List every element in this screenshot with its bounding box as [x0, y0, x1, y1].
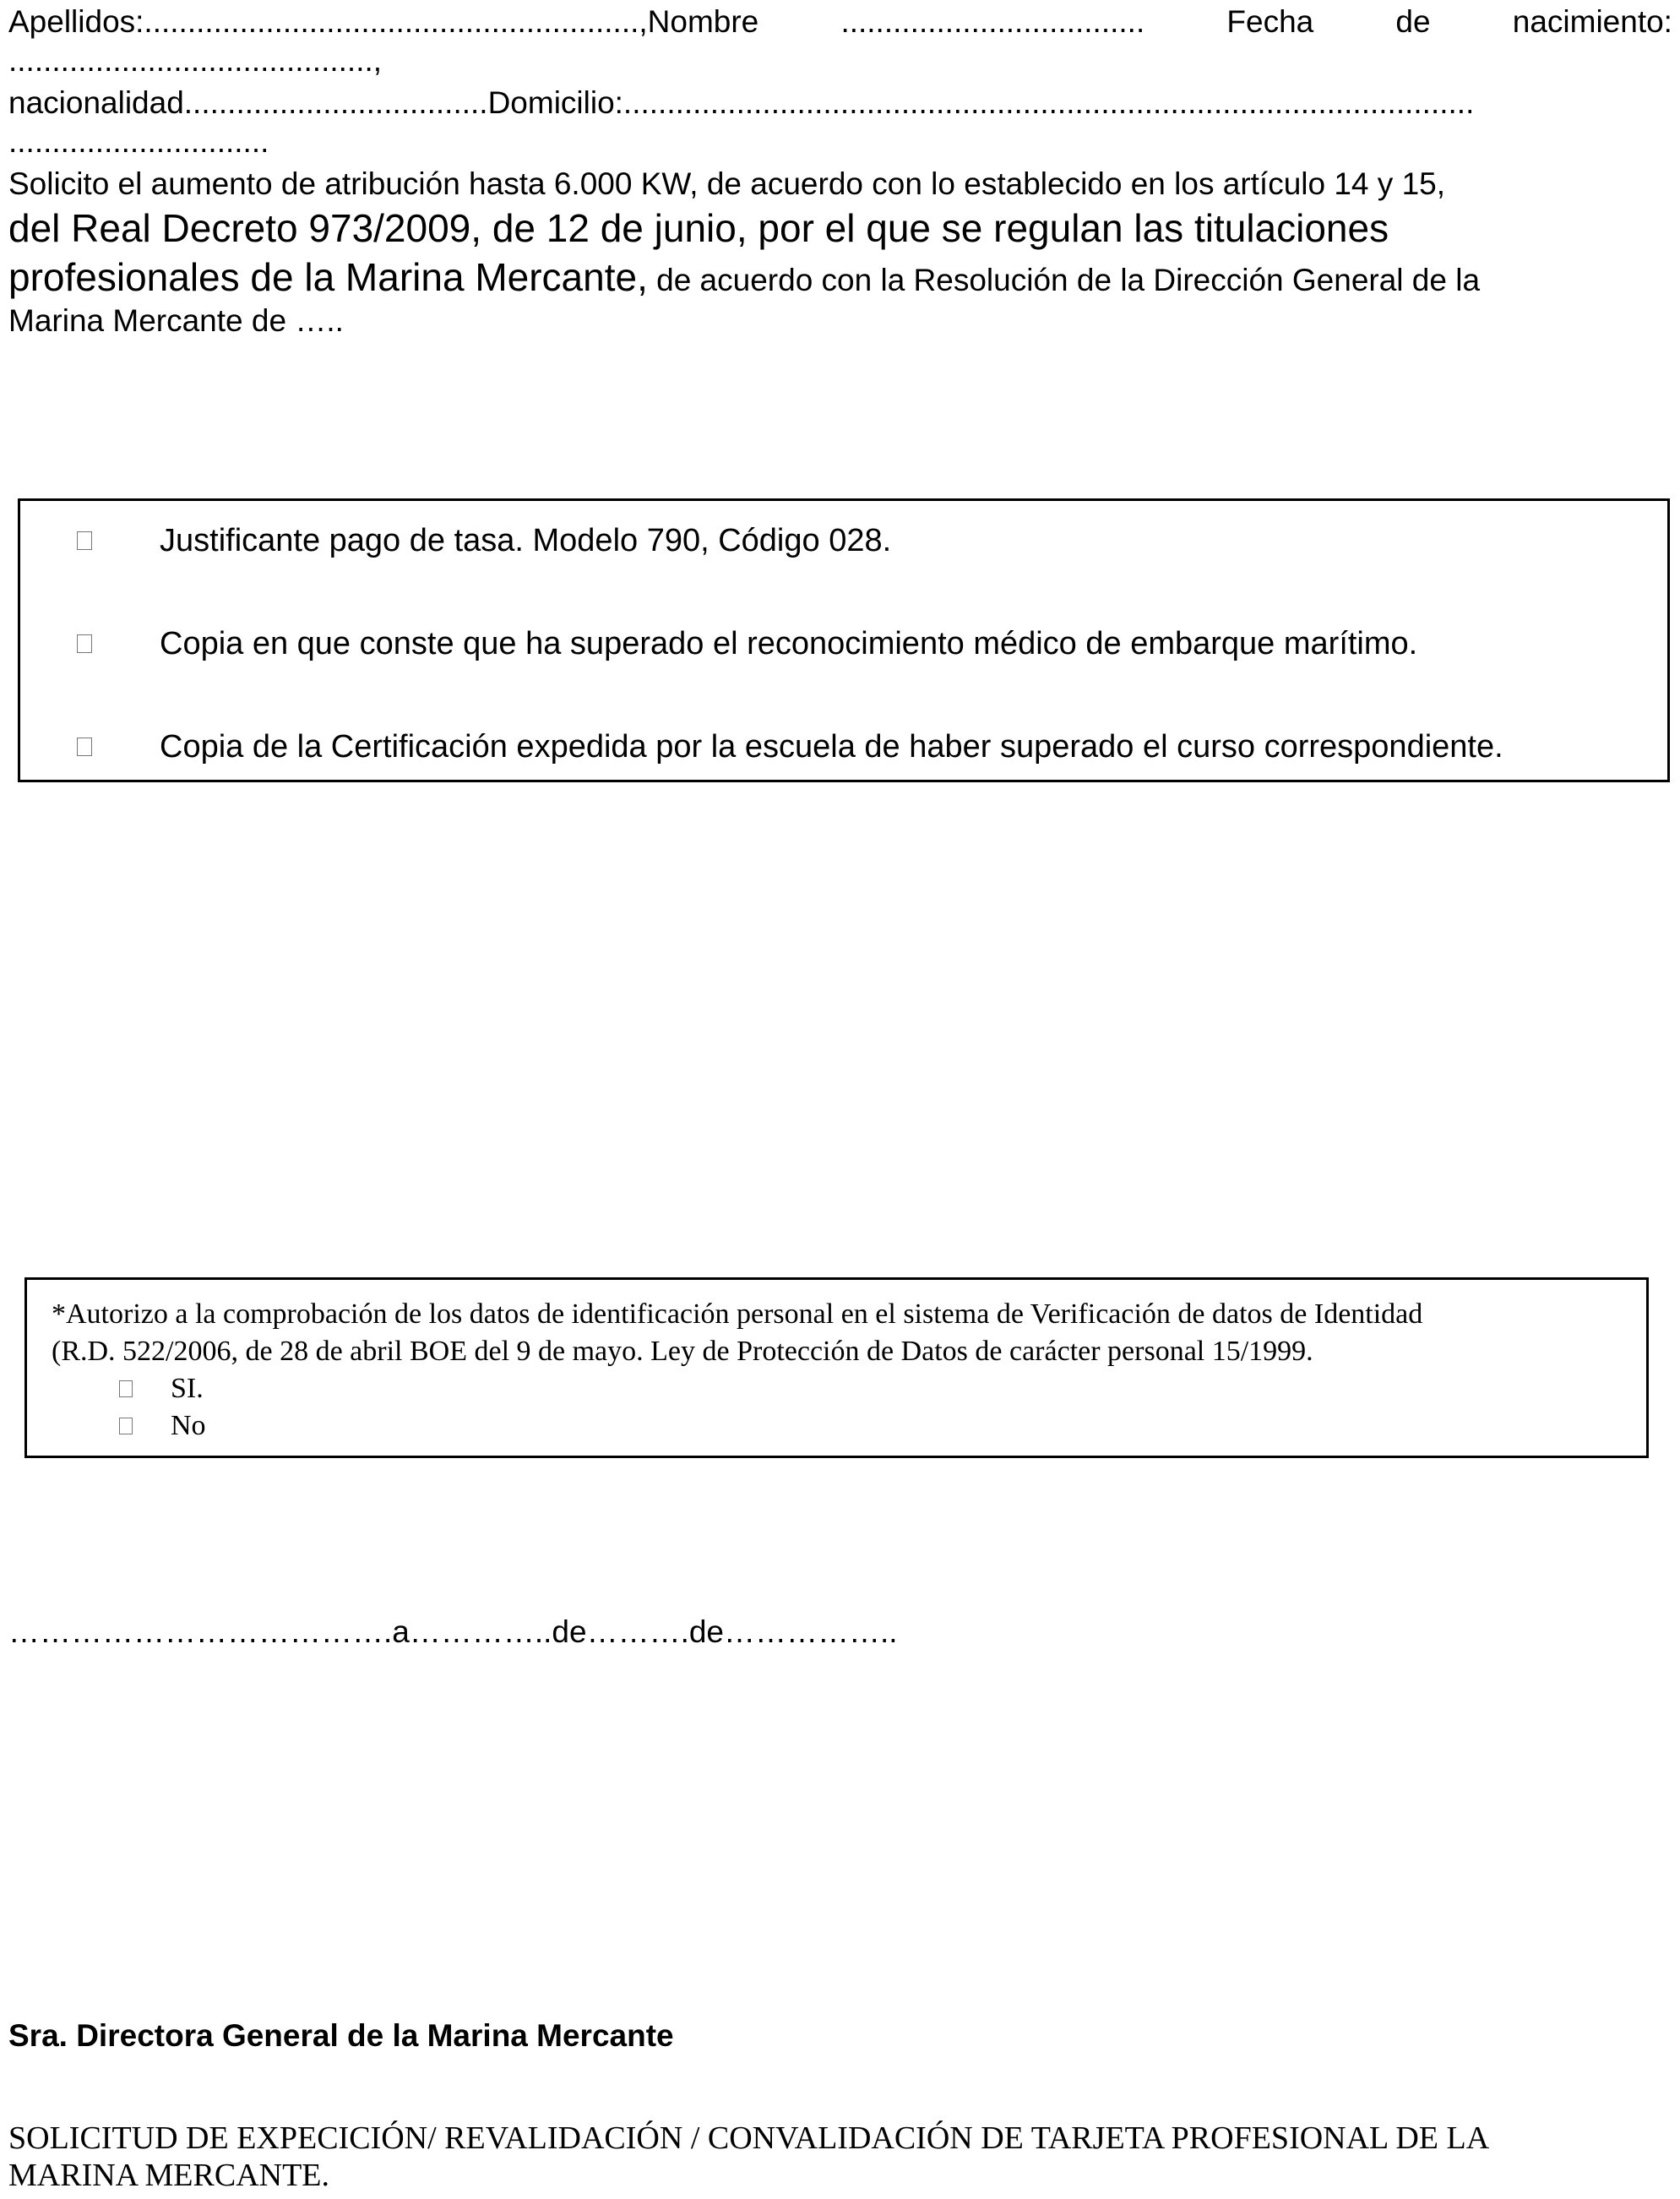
- authorization-line-1: *Autorizo a la comprobación de los datos de identificación personal en el sistema de Verificación de datos de Identidad: [52, 1298, 1423, 1330]
- birth-date-label-de: de: [1395, 4, 1431, 39]
- request-line-1: Solicito el aumento de atribución hasta 6.000 KW, de acuerdo con lo establecido en los artículo 14 y 15,: [8, 166, 1446, 201]
- request-line-4: Marina Mercante de …..: [8, 303, 344, 338]
- birth-date-label-nacimiento: nacimiento:: [1512, 4, 1672, 39]
- request-line-2-text: del Real Decreto 973/2009, de 12 de junio, por el que se regulan las titulaciones: [8, 206, 1389, 250]
- document-item-medical-certificate[interactable]: [77, 625, 1417, 662]
- request-line-3-small: de acuerdo con la Resolución de la Dirección General de la: [647, 263, 1481, 297]
- document-item-label: Copia en que conste que ha superado el reconocimiento médico de embarque marítimo.: [160, 626, 1418, 661]
- name-dots[interactable]: ...................................: [840, 4, 1145, 39]
- applicant-row-1: [8, 3, 1672, 41]
- checkbox-icon[interactable]: [119, 1418, 133, 1434]
- form-title-line-2: MARINA MERCANTE.: [8, 2158, 330, 2193]
- checkbox-icon[interactable]: [77, 531, 92, 550]
- place-date-field[interactable]: ……………………………….a…………..de……….de……………..: [8, 1614, 898, 1649]
- surname-name-field[interactable]: Apellidos:.........................................................,Nombre: [8, 4, 759, 39]
- checkbox-icon[interactable]: [77, 738, 92, 756]
- addressee: Sra. Directora General de la Marina Mercante: [8, 2018, 674, 2053]
- checkbox-icon[interactable]: [119, 1380, 133, 1397]
- authorization-option-yes[interactable]: [119, 1370, 204, 1407]
- request-line-3: [8, 253, 1672, 304]
- document-item-label: Copia de la Certificación expedida por la escuela de haber superado el curso correspondiente.: [160, 729, 1503, 765]
- request-line-3-big: profesionales de la Marina Mercante,: [8, 255, 648, 299]
- form-title-line-1: SOLICITUD DE EXPECICIÓN/ REVALIDACIÓN / CONVALIDACIÓN DE TARJETA PROFESIONAL DE LA: [8, 2120, 1490, 2156]
- authorization-option-no[interactable]: [119, 1407, 206, 1445]
- option-yes-label: SI.: [171, 1373, 204, 1404]
- request-line-2: [8, 204, 1672, 252]
- authorization-line-2: (R.D. 522/2006, de 28 de abril BOE del 9 de mayo. Ley de Protección de Datos de carácter personal 15/1999.: [52, 1336, 1313, 1367]
- birth-date-field[interactable]: ..........................................,: [8, 43, 383, 78]
- document-item-fee-receipt[interactable]: [77, 522, 891, 559]
- address-continuation-field[interactable]: ..............................: [8, 124, 269, 159]
- document-item-label: Justificante pago de tasa. Modelo 790, Código 028.: [160, 523, 892, 558]
- checkbox-icon[interactable]: [77, 634, 92, 653]
- document-item-school-certification[interactable]: [77, 728, 1503, 765]
- nationality-address-field[interactable]: nacionalidad...................................Domicilio:..................................................................................................: [8, 85, 1475, 120]
- option-no-label: No: [171, 1410, 206, 1441]
- birth-date-label-fecha: Fecha: [1226, 4, 1314, 39]
